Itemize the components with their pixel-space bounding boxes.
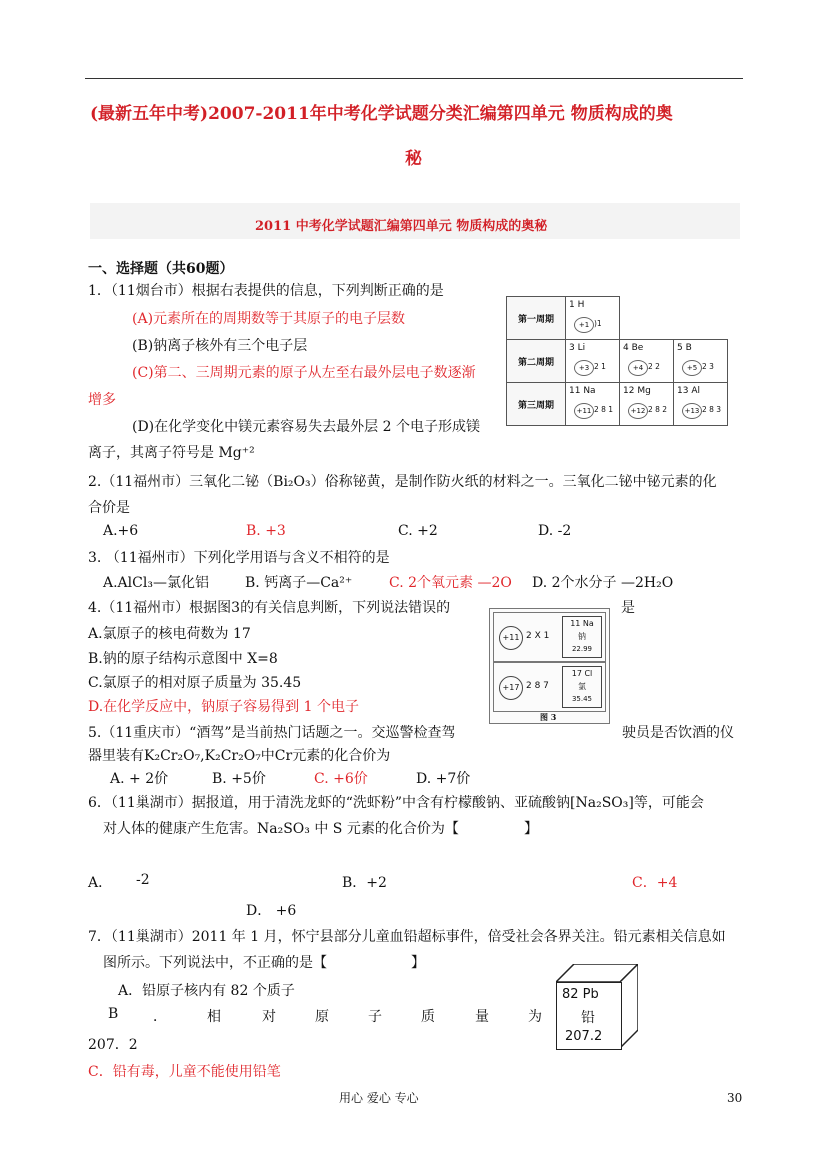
q5-option-d: D. +7价 (416, 771, 471, 787)
row-label: 第一周期 (507, 297, 566, 340)
sodium-card: 11 Na 钠 22.99 (562, 616, 602, 658)
q1-option-a: (A)元素所在的周期数等于其原子的电子层数 (132, 311, 406, 327)
q3-option-c: C. 2个氧元素 —2O (389, 575, 512, 591)
q7-option-b-char: ． (153, 1009, 167, 1025)
element-h: 1 H +1 )1 (566, 297, 619, 339)
q6-option-c: C．+4 (632, 875, 678, 891)
q7-option-c: C．铅有毒，儿童不能使用铅笔 (88, 1064, 281, 1080)
sodium-row (493, 612, 606, 662)
chlorine-row (493, 662, 606, 712)
q2-stem: 2.（11福州市）三氧化二铋（Bi₂O₃）俗称铋黄，是制作防火纸的材料之一。三氧化二铋中铋元素的化 (88, 474, 717, 490)
q6-option-a-label: A． (88, 875, 113, 891)
row-label: 第二周期 (507, 340, 566, 383)
q7-option-b-char: 子 (368, 1009, 382, 1025)
lead-mass: 207.2 (565, 1029, 603, 1044)
subtitle: 2011 中考化学试题汇编第四单元 物质构成的奥秘 (255, 219, 548, 234)
page-title-line2: 秘 (405, 149, 422, 169)
element-al: 13 Al +13 2 8 3 (674, 383, 727, 425)
q7-option-a: A．铅原子核内有 82 个质子 (118, 983, 295, 999)
q6-stem-cont: 对人体的健康产生危害。Na₂SO₃ 中 S 元素的化合价为【 (103, 821, 459, 837)
q6-option-a: -2 (136, 872, 150, 888)
q1-option-c: (C)第二、三周期元素的原子从左至右最外层电子数逐渐 (132, 365, 476, 381)
q1-option-b: (B)钠离子核外有三个电子层 (132, 338, 308, 354)
q2-option-a: A.+6 (103, 523, 139, 539)
q1-option-c-cont: 增多 (88, 392, 116, 408)
element-mg: 12 Mg +12 2 8 2 (620, 383, 673, 425)
sodium-nucleus: +11 (499, 626, 523, 650)
q7-option-b-char: 原 (315, 1009, 329, 1025)
q6-stem: 6．（11巢湖市）据报道，用于清洗龙虾的“洗虾粉”中含有柠檬酸钠、亚硫酸钠[Na₂SO₃]等，可能会 (88, 795, 704, 811)
q3-stem: 3. （11福州市）下列化学用语与含义不相符的是 (88, 550, 390, 566)
q6-option-b: B．+2 (342, 875, 387, 891)
page-number: 30 (727, 1091, 743, 1105)
element-b: 5 B +5 2 3 (674, 340, 727, 382)
q7-stem: 7．（11巢湖市）2011 年 1 月，怀宁县部分儿童血铅超标事件，倍受社会各界关注。铅元素相关信息如 (88, 929, 726, 945)
q1-option-d-cont: 离子，其离子符号是 Mg⁺² (88, 445, 255, 461)
q4-stem: 4.（11福州市）根据图3的有关信息判断，下列说法错误的 (88, 600, 451, 616)
q1-option-d: (D)在化学变化中镁元素容易失去最外层 2 个电子形成镁 (132, 419, 480, 435)
figure-caption: 图 3 (540, 712, 557, 722)
q2-stem-cont: 合价是 (88, 500, 130, 516)
chlorine-card: 17 Cl 氯 35.45 (562, 666, 602, 708)
cube-front (556, 982, 622, 1050)
sodium-shells: 2 X 1 (526, 631, 550, 641)
page-title-line1: (最新五年中考)2007-2011年中考化学试题分类汇编第四单元 物质构成的奥 (90, 104, 673, 124)
q3-option-d: D. 2个水分子 —2H₂O (532, 575, 674, 591)
lead-name: 铅 (581, 1010, 595, 1026)
q4-option-a: A.氯原子的核电荷数为 17 (88, 626, 251, 642)
q5-option-b: B. +5价 (212, 771, 266, 787)
figure-3 (489, 608, 610, 724)
footer-motto: 用心 爱心 专心 (339, 1091, 419, 1105)
q4-stem-end: 是 (621, 600, 635, 616)
q7-stem-end: 】 (411, 955, 425, 971)
cube-side (620, 964, 638, 1048)
periodic-table-excerpt (506, 296, 728, 426)
q7-option-b-char: 对 (262, 1009, 276, 1025)
q5-stem-end: 驶员是否饮酒的仪 (622, 725, 734, 741)
q5-option-c: C. +6价 (314, 771, 368, 787)
q1-stem: 1．（11烟台市）根据右表提供的信息，下列判断正确的是 (88, 283, 444, 299)
element-li: 3 Li +3 2 1 (566, 340, 619, 382)
q2-option-d: D. -2 (538, 523, 572, 539)
q3-option-a: A.AlCl₃—氯化铝 (103, 575, 209, 591)
q4-option-c: C.氯原子的相对原子质量为 35.45 (88, 675, 302, 691)
lead-element-cube (556, 964, 640, 1050)
q5-stem-cont: 器里装有K₂Cr₂O₇,K₂Cr₂O₇中Cr元素的化合价为 (88, 748, 391, 764)
q2-option-b: B. +3 (246, 523, 286, 539)
q4-option-d: D.在化学反应中，钠原子容易得到 1 个电子 (88, 699, 359, 715)
q6-option-d: D． +6 (246, 903, 297, 919)
q7-option-b-char: 相 (207, 1009, 221, 1025)
q7-option-b-char: 量 (475, 1009, 489, 1025)
q5-stem: 5.（11重庆市）“酒驾”是当前热门话题之一。交巡警检查驾 (88, 725, 456, 741)
element-na: 11 Na +11 2 8 1 (566, 383, 619, 425)
chlorine-nucleus: +17 (499, 676, 523, 700)
row-label: 第三周期 (507, 383, 566, 426)
q7-stem-cont: 图所示。下列说法中，不正确的是【 (103, 955, 327, 971)
q2-option-c: C. +2 (398, 523, 438, 539)
section-heading: 一、选择题（共60题） (88, 261, 234, 277)
element-be: 4 Be +4 2 2 (620, 340, 673, 382)
q7-option-b-char: B (108, 1006, 119, 1022)
lead-symbol: 82 Pb (562, 987, 599, 1002)
q7-option-b-cont: 207．2 (88, 1037, 138, 1053)
top-rule (85, 78, 743, 79)
q5-option-a: A. + 2价 (110, 771, 169, 787)
q7-option-b-char: 质 (421, 1009, 435, 1025)
chlorine-shells: 2 8 7 (526, 681, 549, 691)
q3-option-b: B. 钙离子—Ca²⁺ (245, 575, 353, 591)
q6-stem-end: 】 (524, 821, 538, 837)
q7-option-b-char: 为 (528, 1009, 542, 1025)
q4-option-b: B.钠的原子结构示意图中 X=8 (88, 651, 278, 667)
